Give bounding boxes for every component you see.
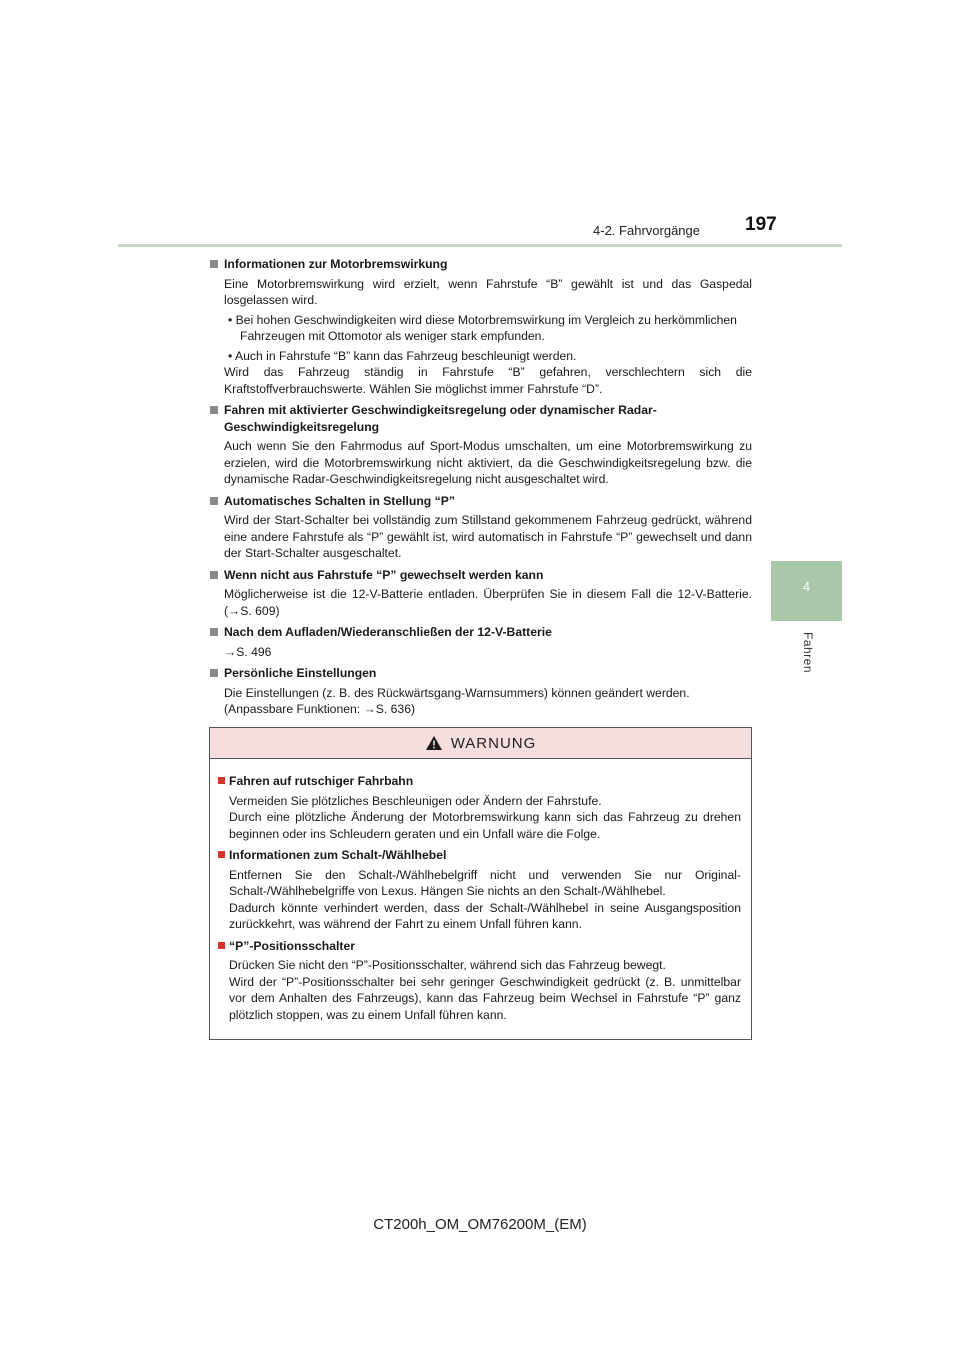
square-bullet-icon [210,497,218,505]
document-code: CT200h_OM_OM76200M_(EM) [373,1216,587,1233]
section-cruise-control [209,402,752,488]
section-cannot-shift [209,567,752,620]
paragraph: Dadurch könnte verhindert werden, dass der Schalt-/Wählhebel in seine Ausgangsposition zurückkehrt, was während der Fahrt zu einem Unfall führen kann. [229,900,741,931]
paragraph: Möglicherweise ist die 12-V-Batterie entladen. Überprüfen Sie in diesem Fall die 12-V-Batterie. (→S. 609) [224,587,752,618]
bullet-item: • Bei hohen Geschwindigkeiten wird diese Motorbremswirkung im Vergleich zu herkömmlichen Fahrzeugen mit Ottomotor als weniger stark empfunden. [228,312,737,343]
paragraph: Die Einstellungen (z. B. des Rückwärtsgang-Warnsummers) können geändert werden. [224,685,690,700]
warning-item [218,773,741,842]
section-title: 4-2. Fahrvorgänge [593,223,700,238]
square-bullet-icon [210,571,218,579]
section-auto-park [209,493,752,562]
warning-body [210,759,751,1023]
red-square-bullet-icon [218,777,225,784]
section-battery-reconnect [209,624,752,660]
section-heading: Informationen zur Motorbremswirkung [224,257,448,271]
paragraph: Auch wenn Sie den Fahrmodus auf Sport-Modus umschalten, um eine Motorbremswirkung zu erzielen, wird die Motorbremswirkung nicht aktiviert, da die Geschwindigkeitsregelung bzw. die dynamische Radar-Geschwindigkeitsregelung nicht ausgeschaltet wird. [224,439,752,486]
section-heading: Persönliche Einstellungen [224,666,377,680]
red-square-bullet-icon [218,851,225,858]
paragraph: Eine Motorbremswirkung wird erzielt, wenn Fahrstufe “B” gewählt ist und das Gaspedal losgelassen wird. [224,276,752,307]
warning-title: WARNUNG [450,734,537,752]
paragraph: Durch eine plötzliche Änderung der Motorbremswirkung kann sich das Fahrzeug zu drehen beginnen oder ins Schleudern geraten und ein Unfall wäre die Folge. [229,810,741,841]
chapter-tab[interactable] [771,561,842,621]
paragraph: Wird das Fahrzeug ständig in Fahrstufe “B” gefahren, verschlechtern sich die Kraftstoffverbrauchswerte. Wählen Sie möglichst immer Fahrstufe “D”. [224,365,752,396]
paragraph: Vermeiden Sie plötzliches Beschleunigen oder Ändern der Fahrstufe. [229,793,602,808]
warning-box [209,727,752,1040]
chapter-label: Fahren [801,632,815,674]
section-engine-brake [209,256,752,397]
page-number: 197 [745,214,777,235]
header-rule [118,244,842,247]
square-bullet-icon [210,406,218,414]
section-heading: Wenn nicht aus Fahrstufe “P” gewechselt werden kann [224,567,544,582]
paragraph: Wird der “P”-Positionsschalter bei sehr geringer Geschwindigkeit gedrückt (z. B. unmittelbar vor dem Anhalten des Fahrzeugs), kann das Fahrzeug beim Wechsel in Fahrstufe “P” ganz plötzlich stoppen, was zu einem Unfall führen kann. [229,974,741,1022]
square-bullet-icon [210,260,218,268]
paragraph: Entfernen Sie den Schalt-/Wählhebelgriff nicht und verwenden Sie nur Original-Schalt-/Wählhebelgriffe von Lexus. Hängen Sie nichts an den Schalt-/Wählhebel. [229,867,741,898]
paragraph: Wird der Start-Schalter bei vollständig zum Stillstand gekommenem Fahrzeug gedrückt, während eine andere Fahrstufe als “P” gewählt ist, wird automatisch in Fahrstufe “P” gewechselt und dann der Start-Schalter ausgeschaltet. [224,513,752,560]
bullet-item: • Auch in Fahrstufe “B” kann das Fahrzeug beschleunigt werden. [228,348,577,363]
warning-triangle-icon [425,735,443,751]
page-reference-link[interactable]: →S. 496 [224,644,272,659]
section-personal-settings [209,665,752,718]
paragraph: (Anpassbare Funktionen: →S. 636) [224,702,416,716]
main-content [209,256,752,723]
warning-header [210,728,751,759]
square-bullet-icon [210,628,218,636]
chapter-number: 4 [802,579,811,594]
warning-item [218,847,741,933]
warning-item-heading: Informationen zum Schalt-/Wählhebel [229,848,447,862]
square-bullet-icon [210,669,218,677]
warning-item-heading: Fahren auf rutschiger Fahrbahn [229,774,414,788]
warning-item-heading: “P”-Positionsschalter [229,938,355,953]
section-heading: Automatisches Schalten in Stellung “P” [224,493,455,508]
paragraph: Drücken Sie nicht den “P”-Positionsschalter, während sich das Fahrzeug bewegt. [229,958,666,972]
section-heading: Nach dem Aufladen/Wiederanschließen der 12-V-Batterie [224,625,552,639]
warning-item [218,938,741,1024]
red-square-bullet-icon [218,942,225,949]
section-heading: Fahren mit aktivierter Geschwindigkeitsregelung oder dynamischer Radar-Geschwindigkeitsregelung [224,403,657,434]
